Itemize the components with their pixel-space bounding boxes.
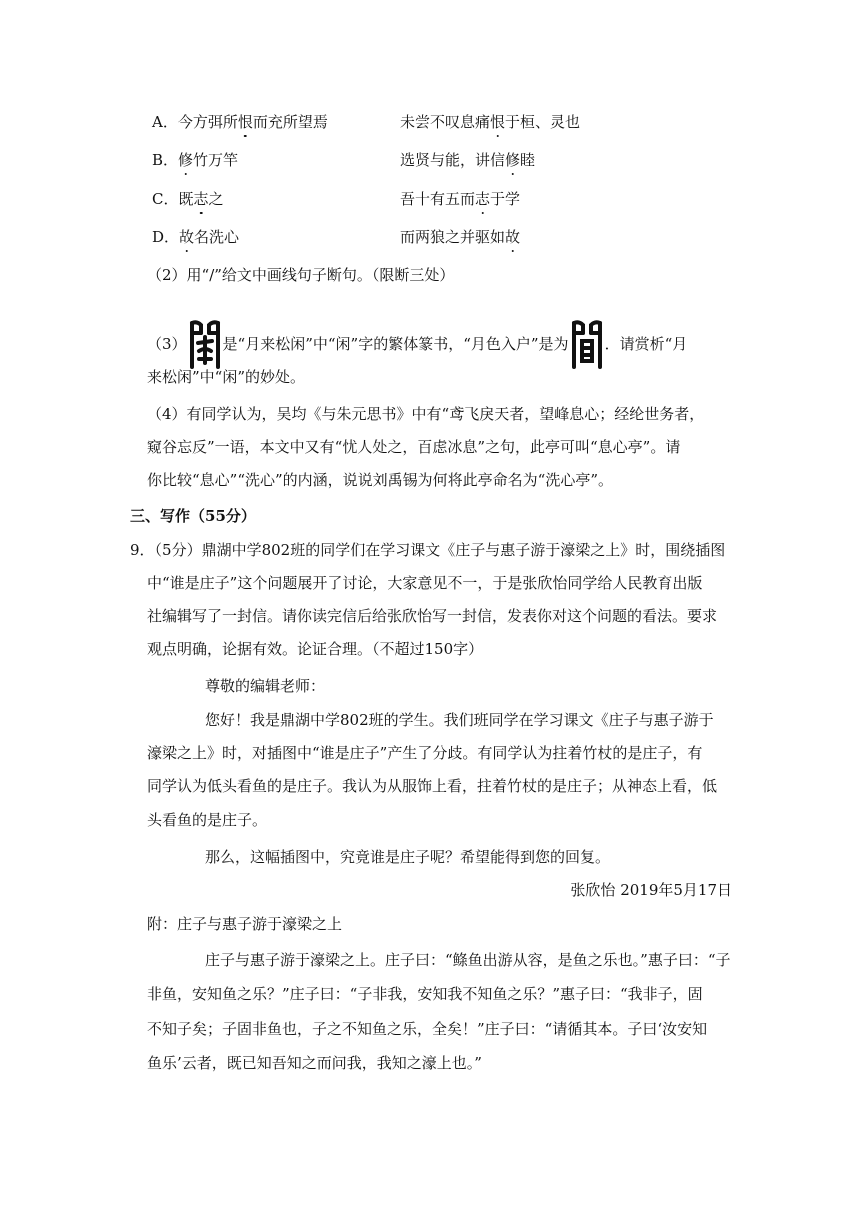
letter-body-line: 濠梁之上》时，对插图中“谁是庄子”产生了分歧。有同学认为拄着竹杖的是庄子，有 [147, 744, 703, 762]
dotted-char: 修 [505, 151, 521, 169]
letter-body-line: 头看鱼的是庄子。 [147, 811, 268, 829]
option-label: B． [152, 151, 179, 169]
question-2: （2）用“/”给文中画线句子断句。（限断三处） [147, 266, 455, 284]
appendix-title: 附：庄子与惠子游于濠梁之上 [147, 915, 343, 933]
letter-signature: 张欣怡 2019年5月17日 [570, 881, 732, 899]
question-4-line: （4）有同学认为，吴均《与朱元思书》中有“鸢飞戾天者，望峰息心；经纶世务者， [147, 405, 705, 423]
question-9-line: 观点明确，论据有效。论证合理。（不超过150字） [147, 640, 484, 658]
question-4-line: 窥谷忘反”一语，本文中又有“忧人处之，百虑冰息”之句，此亭可叫“息心亭”。请 [147, 438, 681, 456]
option-right-text: 而两狼之并驱如故 [400, 228, 521, 246]
dotted-char: 故 [179, 228, 195, 246]
question-3-text: 是“月来松闲”中“闲”字的繁体篆书，“月色入户”是为 [222, 335, 569, 353]
appendix-line: 鱼乐’云者，既已知吾知之而问我，我知之濠上也。” [147, 1054, 482, 1072]
question-9-line: 社编辑写了一封信。请你读完信后给张欣怡写一封信，发表你对这个问题的看法。要求 [147, 607, 718, 625]
option-label: C． [152, 190, 179, 208]
question-4-line: 你比较“息心”“洗心”的内涵，说说刘禹锡为何将此亭命名为“洗心亭”。 [147, 471, 614, 489]
letter-body-line: 您好！我是鼎湖中学802班的学生。我们班同学在学习课文《庄子与惠子游于 [205, 711, 714, 729]
appendix-line: 庄子与惠子游于濠梁之上。庄子曰：“鲦鱼出游从容，是鱼之乐也。”惠子曰：“子 [205, 951, 731, 969]
question-9-line: 中“谁是庄子”这个问题展开了讨论，大家意见不一，于是张欣怡同学给人民教育出版 [147, 574, 703, 592]
letter-greeting: 尊敬的编辑老师： [205, 677, 326, 695]
dotted-char: 修 [178, 151, 194, 169]
question-9-line: 9．（5分）鼎湖中学802班的同学们在学习课文《庄子与惠子游于濠梁之上》时，围绕插图 [130, 541, 726, 559]
question-3-suffix: ．请赏析“月 [604, 335, 688, 353]
option-left-text: 今方弭所恨而充所望焉 [177, 113, 328, 131]
appendix-line: 不知子矣；子固非鱼也，子之不知鱼之乐，全矣！”庄子曰：“请循其本。子曰‘汝安知 [147, 1020, 708, 1038]
option-right-text: 选贤与能，讲信修睦 [400, 151, 536, 169]
letter-closing: 那么，这幅插图中，究竟谁是庄子呢？希望能得到您的回复。 [205, 848, 611, 866]
option-left-text: 修竹万竿 [178, 151, 239, 169]
question-3-prefix: （3） [147, 335, 187, 353]
seal-script-jian-icon [569, 319, 605, 371]
dotted-char: 志 [193, 190, 209, 208]
dotted-char: 志 [475, 190, 491, 208]
dotted-char: 恨 [490, 113, 506, 131]
option-left-text: 故名洗心 [179, 228, 240, 246]
appendix-line: 非鱼，安知鱼之乐？”庄子曰：“子非我，安知我不知鱼之乐？”惠子曰：“我非子，固 [147, 985, 703, 1003]
option-label: A． [152, 113, 178, 131]
dotted-char: 恨 [237, 113, 253, 131]
seal-script-xian-icon [187, 319, 223, 371]
option-label: D． [152, 228, 180, 246]
option-left-text: 既志之 [178, 190, 224, 208]
question-3-line2: 来松闲”中“闲”的妙处。 [147, 368, 306, 386]
section-heading: 三、写作（55分） [130, 507, 256, 525]
letter-body-line: 同学认为低头看鱼的是庄子。我认为从服饰上看，拄着竹杖的是庄子；从神态上看，低 [147, 777, 718, 795]
option-right-text: 吾十有五而志于学 [400, 190, 521, 208]
dotted-char: 故 [505, 228, 521, 246]
option-right-text: 未尝不叹息痛恨于桓、灵也 [400, 113, 581, 131]
